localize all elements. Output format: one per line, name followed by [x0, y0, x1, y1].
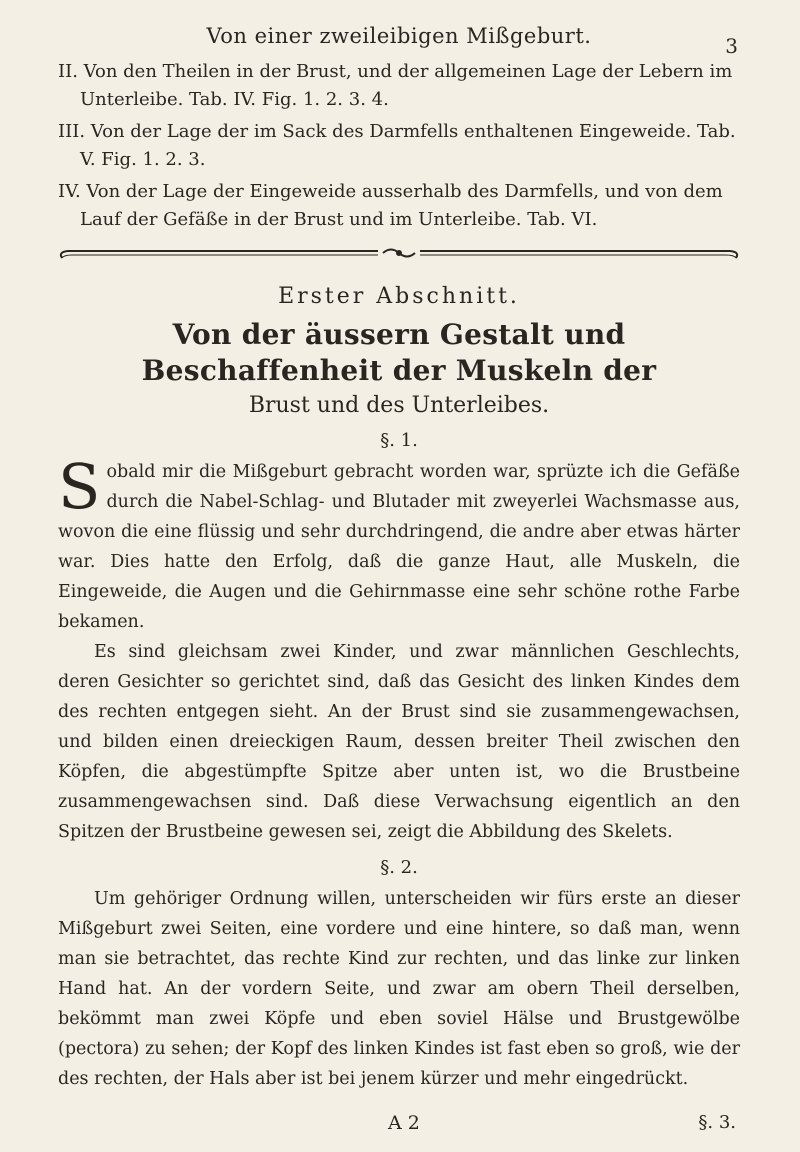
contents-list [58, 58, 740, 234]
paragraph-text: Es sind gleichsam zwei Kinder, und zwar männlichen Geschlechts, deren Gesichter so gerichtet sind, daß das Gesicht des linken Kindes dem des rechten entgegen sieht. An der Brust sind sie zusammengewachsen, und bilden einen dreieckigen Raum, dessen breiter Theil zwischen den Köpfen, die abgestümpfte Spitze aber unten ist, wo die Brustbeine zusammengewachsen sind. Daß diese Verwachsung eigentlich an den Spitzen der Brustbeine gewesen sei, zeigt die Abbildung des Skelets. [58, 642, 740, 842]
section-heading: Erster Abschnitt. [278, 284, 520, 309]
paragraph-text: obald mir die Mißgeburt gebracht worden war, sprüzte ich die Gefäße durch die Nabel-Schlag- und Blutader mit zweyerlei Wachsmasse aus, wovon die eine flüssig und sehr durchdringend, die andre aber etwas härter war. Dies hatte den Erfolg, daß die ganze Haut, alle Muskeln, die Eingeweide, die Augen und die Gehirnmasse eine sehr schöne rothe Farbe bekamen. [58, 462, 740, 632]
drop-capital: S [58, 450, 101, 523]
page-number: 3 [725, 34, 738, 58]
catchword: §. 3. [698, 1112, 736, 1133]
running-title: Von einer zweileibigen Mißgeburt. [206, 24, 592, 48]
paragraph-text: Um gehöriger Ordnung willen, unterscheiden wir fürs erste an dieser Mißgeburt zwei Seiten, eine vordere und eine hintere, so daß man, wenn man sie betrachtet, das rechte Kind zur rechten, und das linke zur linken Hand hat. An der vordern Seite, und zwar am obern Theil derselben, bekömmt man zwei Köpfe und eben soviel Hälse und Brustgewölbe (pectora) zu sehen; der Kopf des linken Kindes ist fast eben so groß, wie der des rechten, der Hals aber ist bei jenem kürzer und mehr eingedrückt. [58, 889, 740, 1089]
page-footer [58, 1108, 740, 1148]
body-paragraph [58, 637, 740, 847]
ornamental-rule [58, 246, 740, 264]
signature-mark: A 2 [388, 1112, 420, 1134]
contents-item: III. Von der Lage der im Sack des Darmfells enthaltenen Eingeweide. Tab. V. Fig. 1. 2. 3. [58, 121, 736, 170]
paragraph-label: §. 1. [380, 430, 418, 451]
body-paragraph [58, 450, 740, 637]
chapter-subtitle: Brust und des Unterleibes. [248, 393, 550, 418]
contents-item: IV. Von der Lage der Eingeweide ausserhalb des Darmfells, und von dem Lauf der Gefäße in der Brust und im Unterleibe. Tab. VI. [58, 181, 723, 230]
body-paragraph [58, 884, 740, 1094]
chapter-title: Von der äussern Gestalt und Beschaffenheit der Muskeln der [141, 318, 657, 387]
contents-item: II. Von den Theilen in der Brust, und der allgemeinen Lage der Lebern im Unterleibe. Tab. IV. Fig. 1. 2. 3. 4. [58, 61, 733, 110]
paragraph-label: §. 2. [380, 857, 418, 878]
running-head [58, 18, 740, 58]
